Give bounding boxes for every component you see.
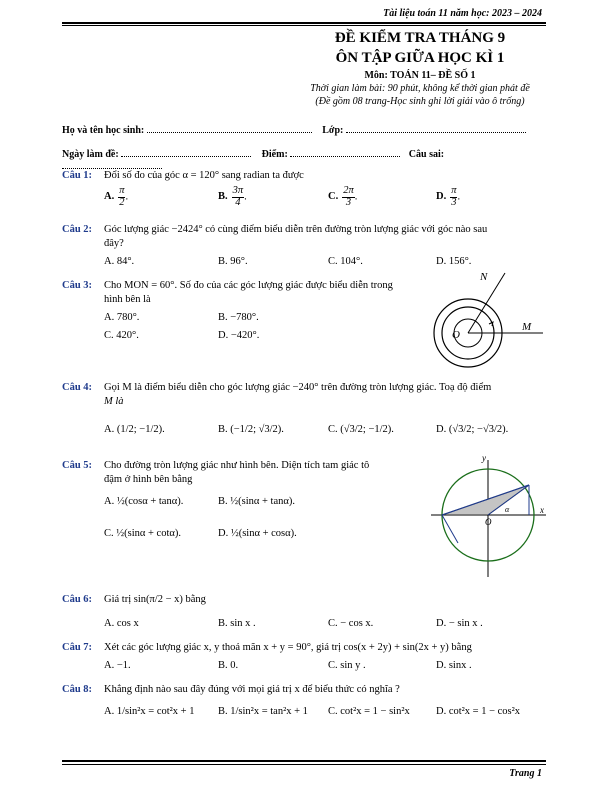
q2-a[interactable]: A. 84°. — [104, 256, 135, 267]
q1-label: Câu 1: — [62, 170, 93, 181]
class-blank[interactable] — [346, 124, 526, 133]
q4-label: Câu 4: — [62, 382, 93, 393]
q1-text: Đổi số đo của góc α = 120° sang radian ta được — [104, 170, 304, 181]
wrong-blank[interactable] — [62, 160, 162, 169]
q3-a[interactable]: A. 780°. — [104, 312, 140, 323]
q3-label: Câu 3: — [62, 280, 93, 291]
q6-label: Câu 6: — [62, 594, 93, 605]
q2-d[interactable]: D. 156°. — [436, 256, 472, 267]
header-rule — [62, 22, 546, 24]
q5-y: y — [482, 455, 486, 463]
q3-b[interactable]: B. −780°. — [218, 312, 259, 323]
page-number: Trang 1 — [509, 768, 542, 779]
q8-c[interactable]: C. cot²x = 1 − sin²x — [328, 706, 410, 717]
q4-text2: M là — [104, 396, 124, 407]
q5-text: Cho đường tròn lượng giác như hình bên. Diện tích tam giác tô — [104, 460, 370, 471]
q8-a[interactable]: A. 1/sin²x = cot²x + 1 — [104, 706, 195, 717]
name-label: Họ và tên học sinh: — [62, 125, 145, 136]
q5-c[interactable]: C. ½(sinα + cotα). — [104, 528, 182, 539]
score-label: Điểm: — [261, 149, 288, 160]
header-rule-thin — [62, 25, 546, 26]
header-label: Tài liệu toán 11 năm học: 2023 – 2024 — [383, 8, 542, 19]
q3-d[interactable]: D. −420°. — [218, 330, 260, 341]
q5-d[interactable]: D. ½(sinα + cosα). — [218, 528, 297, 539]
q7-c[interactable]: C. sin y . — [328, 660, 366, 671]
q5-a[interactable]: A. ½(cosα + tanα). — [104, 496, 184, 507]
q3-figure — [425, 268, 550, 378]
q3-N: N — [480, 271, 488, 283]
q3-c[interactable]: C. 420°. — [104, 330, 139, 341]
q1-a[interactable]: A. $\frac{\pi}{2}$ . — [104, 185, 129, 208]
wrong-label: Câu sai: — [408, 149, 445, 160]
q4-text: Gọi M là điểm biểu diễn cho góc lượng giác −240° trên đường tròn lượng giác. Toạ độ điểm — [104, 382, 492, 393]
q6-d[interactable]: D. − sin x . — [436, 618, 483, 629]
q1-d[interactable]: D. $\frac{\pi}{3}$ . — [436, 185, 461, 208]
info-row-1 — [62, 124, 546, 136]
score-blank[interactable] — [290, 148, 400, 157]
title-line1: ĐỀ KIỂM TRA THÁNG 9 — [334, 30, 506, 46]
q1-b[interactable]: B. $\frac{3\pi}{4}$ . — [218, 185, 247, 208]
q2-b[interactable]: B. 96°. — [218, 256, 248, 267]
q2-label: Câu 2: — [62, 224, 93, 235]
q7-d[interactable]: D. sinx . — [436, 660, 472, 671]
date-label: Ngày làm đề: — [62, 149, 119, 160]
date-blank[interactable] — [121, 148, 251, 157]
q7-b[interactable]: B. 0. — [218, 660, 239, 671]
q4-b[interactable]: B. (−1/2; √3/2). — [218, 424, 284, 435]
class-label: Lớp: — [322, 125, 344, 136]
q2-text: Góc lượng giác −2424° có cùng điểm biểu diễn trên đường tròn lượng giác với góc nào sau — [104, 224, 488, 235]
time-note: Thời gian làm bài: 90 phút, không kể thời gian phát đề — [310, 83, 530, 94]
q4-a[interactable]: A. (1/2; −1/2). — [104, 424, 165, 435]
q6-c[interactable]: C. − cos x. — [328, 618, 374, 629]
q6-text: Giá trị sin(π/2 − x) bằng — [104, 594, 206, 605]
title-line2: ÔN TẬP GIỮA HỌC KÌ 1 — [335, 50, 505, 66]
q8-text: Khẳng định nào sau đây đúng với mọi giá trị x để biểu thức có nghĩa ? — [104, 684, 400, 695]
q8-b[interactable]: B. 1/sin²x = tan²x + 1 — [218, 706, 308, 717]
subject: Môn: TOÁN 11– ĐỀ SỐ 1 — [364, 70, 476, 81]
footer-rule — [62, 760, 546, 762]
q2-c[interactable]: C. 104°. — [328, 256, 363, 267]
q5-alpha: α — [505, 505, 510, 514]
q6-a[interactable]: A. cos x — [104, 618, 139, 629]
q4-d[interactable]: D. (√3/2; −√3/2). — [436, 424, 509, 435]
q5-b[interactable]: B. ½(sinα + tanα). — [218, 496, 296, 507]
q3-O: O — [452, 329, 460, 341]
q8-d[interactable]: D. cot²x = 1 − cos²x — [436, 706, 521, 717]
pages-note: (Đề gồm 08 trang-Học sinh ghi lời giải vào ô trống) — [315, 96, 525, 107]
q6-b[interactable]: B. sin x . — [218, 618, 256, 629]
q5-O: O — [485, 517, 492, 527]
q7-label: Câu 7: — [62, 642, 93, 653]
q5-x: x — [540, 505, 544, 515]
q8-label: Câu 8: — [62, 684, 93, 695]
q7-text: Xét các góc lượng giác x, y thoả mãn x + y = 90°, giá trị cos(x + 2y) + sin(2x + y) bằng — [104, 642, 472, 653]
q4-c[interactable]: C. (√3/2; −1/2). — [328, 424, 394, 435]
q3-M: M — [522, 321, 532, 333]
info-row-2 — [62, 148, 546, 172]
q5-text2: đậm ở hình bên bằng — [104, 474, 193, 485]
name-blank[interactable] — [147, 124, 312, 133]
q1-c[interactable]: C. $\frac{2\pi}{3}$ . — [328, 185, 358, 208]
footer-rule-thin — [62, 764, 546, 765]
q3-text2: hình bên là — [104, 294, 151, 305]
q3-text: Cho MON = 60°. Số đo của các góc lượng giác được biểu diễn trong — [104, 280, 393, 291]
q5-label: Câu 5: — [62, 460, 93, 471]
q5-figure — [428, 455, 553, 580]
q7-a[interactable]: A. −1. — [104, 660, 131, 671]
q2-text2: đây? — [104, 238, 124, 249]
